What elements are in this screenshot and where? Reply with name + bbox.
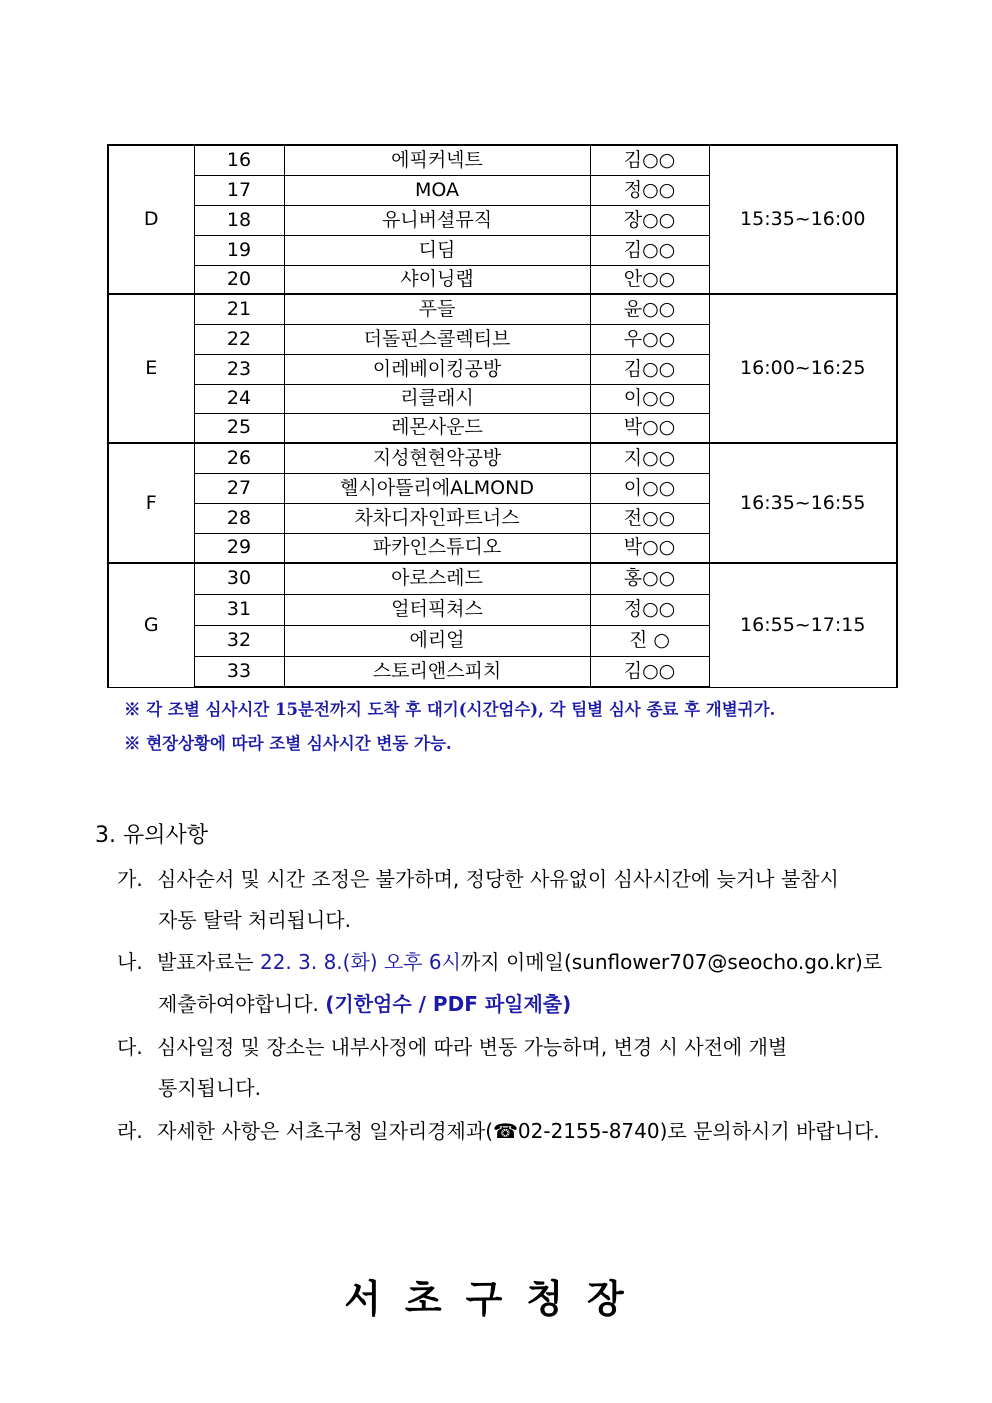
representative-cell: 김○○: [590, 354, 709, 384]
representative-cell: 전○○: [590, 503, 709, 533]
item-ga-continued: 자동 탈락 처리됩니다.: [158, 908, 351, 932]
representative-cell: 우○○: [590, 324, 709, 354]
group-name-cell: F: [108, 443, 194, 563]
review-time-cell: 16:35~16:55: [709, 443, 897, 563]
schedule-row: [108, 145, 897, 175]
team-name-cell: 차차디자인파트너스: [284, 503, 590, 533]
team-name-cell: 스토리앤스피치: [284, 656, 590, 687]
item-marker: 다.: [117, 1035, 143, 1059]
team-number-cell: 18: [194, 205, 284, 235]
team-number-cell: 31: [194, 594, 284, 625]
item-marker: 라.: [117, 1119, 143, 1143]
review-time-cell: 16:00~16:25: [709, 294, 897, 443]
team-number-cell: 22: [194, 324, 284, 354]
team-name-cell: 샤이닝랩: [284, 265, 590, 294]
schedule-row: [108, 563, 897, 594]
item-text: 발표자료는: [157, 950, 260, 974]
item-ra: [117, 1110, 897, 1152]
team-number-cell: 27: [194, 473, 284, 503]
team-name-cell: 더돌핀스콜렉티브: [284, 324, 590, 354]
note-arrival: ※ 각 조별 심사시간 15분전까지 도착 후 대기(시간엄수), 각 팀별 심사 종료 후 개별귀가.: [124, 700, 776, 719]
team-name-cell: 아로스레드: [284, 563, 590, 594]
team-name-cell: 헬시아뜰리에ALMOND: [284, 473, 590, 503]
team-number-cell: 24: [194, 384, 284, 413]
item-na: [117, 941, 897, 983]
schedule-table: [107, 144, 898, 688]
team-number-cell: 21: [194, 294, 284, 324]
item-text: 자세한 사항은 서초구청 일자리경제과(☎02-2155-8740)로 문의하시기 바랍니다.: [157, 1119, 880, 1143]
representative-cell: 지○○: [590, 443, 709, 473]
representative-cell: 진 ○: [590, 625, 709, 656]
team-name-cell: 리클래시: [284, 384, 590, 413]
representative-cell: 홍○○: [590, 563, 709, 594]
team-number-cell: 32: [194, 625, 284, 656]
item-da: [117, 1026, 897, 1068]
team-name-cell: 에픽커넥트: [284, 145, 590, 175]
group-name-cell: E: [108, 294, 194, 443]
representative-cell: 윤○○: [590, 294, 709, 324]
item-da-continued: 통지됩니다.: [158, 1076, 261, 1100]
team-name-cell: 유니버셜뮤직: [284, 205, 590, 235]
team-number-cell: 20: [194, 265, 284, 294]
representative-cell: 정○○: [590, 594, 709, 625]
team-name-cell: 푸들: [284, 294, 590, 324]
deadline-text: 22. 3. 8.(화) 오후 6시: [259, 950, 461, 974]
team-name-cell: 레몬사운드: [284, 413, 590, 443]
representative-cell: 박○○: [590, 533, 709, 563]
group-name-cell: D: [108, 145, 194, 294]
schedule-row: [108, 294, 897, 324]
notes: [124, 697, 775, 765]
item-ga: [117, 858, 897, 900]
representative-cell: 장○○: [590, 205, 709, 235]
team-name-cell: MOA: [284, 175, 590, 205]
schedule-body: [108, 145, 897, 687]
item-text: 제출하여야합니다.: [158, 992, 326, 1016]
review-time-cell: 16:55~17:15: [709, 563, 897, 687]
team-number-cell: 16: [194, 145, 284, 175]
team-number-cell: 25: [194, 413, 284, 443]
representative-cell: 박○○: [590, 413, 709, 443]
team-number-cell: 33: [194, 656, 284, 687]
team-name-cell: 이레베이킹공방: [284, 354, 590, 384]
team-number-cell: 30: [194, 563, 284, 594]
representative-cell: 정○○: [590, 175, 709, 205]
representative-cell: 김○○: [590, 145, 709, 175]
item-text: 심사일정 및 장소는 내부사정에 따라 변동 가능하며, 변경 시 사전에 개별: [157, 1035, 788, 1059]
item-na-continued: [158, 983, 571, 1025]
item-marker: 가.: [117, 867, 143, 891]
representative-cell: 김○○: [590, 235, 709, 265]
group-name-cell: G: [108, 563, 194, 687]
issuer-signature: 서초구청장: [344, 1276, 648, 1321]
section-title: 3. 유의사항: [95, 823, 208, 848]
review-time-cell: 15:35~16:00: [709, 145, 897, 294]
team-name-cell: 에리얼: [284, 625, 590, 656]
representative-cell: 이○○: [590, 473, 709, 503]
team-number-cell: 28: [194, 503, 284, 533]
item-text: 까지 이메일(sunflower707@seocho.go.kr)로: [460, 950, 883, 974]
team-name-cell: 디딤: [284, 235, 590, 265]
representative-cell: 김○○: [590, 656, 709, 687]
note-change: ※ 현장상황에 따라 조별 심사시간 변동 가능.: [124, 734, 452, 753]
team-number-cell: 17: [194, 175, 284, 205]
team-number-cell: 29: [194, 533, 284, 563]
item-text: 심사순서 및 시간 조정은 불가하며, 정당한 사유없이 심사시간에 늦거나 불참시: [157, 867, 839, 891]
team-name-cell: 파카인스튜디오: [284, 533, 590, 563]
team-number-cell: 23: [194, 354, 284, 384]
item-marker: 나.: [117, 950, 143, 974]
representative-cell: 안○○: [590, 265, 709, 294]
team-number-cell: 19: [194, 235, 284, 265]
team-number-cell: 26: [194, 443, 284, 473]
team-name-cell: 지성현현악공방: [284, 443, 590, 473]
representative-cell: 이○○: [590, 384, 709, 413]
schedule-row: [108, 443, 897, 473]
emphasis-text: (기한엄수 / PDF 파일제출): [325, 992, 572, 1016]
team-name-cell: 얼터픽쳐스: [284, 594, 590, 625]
